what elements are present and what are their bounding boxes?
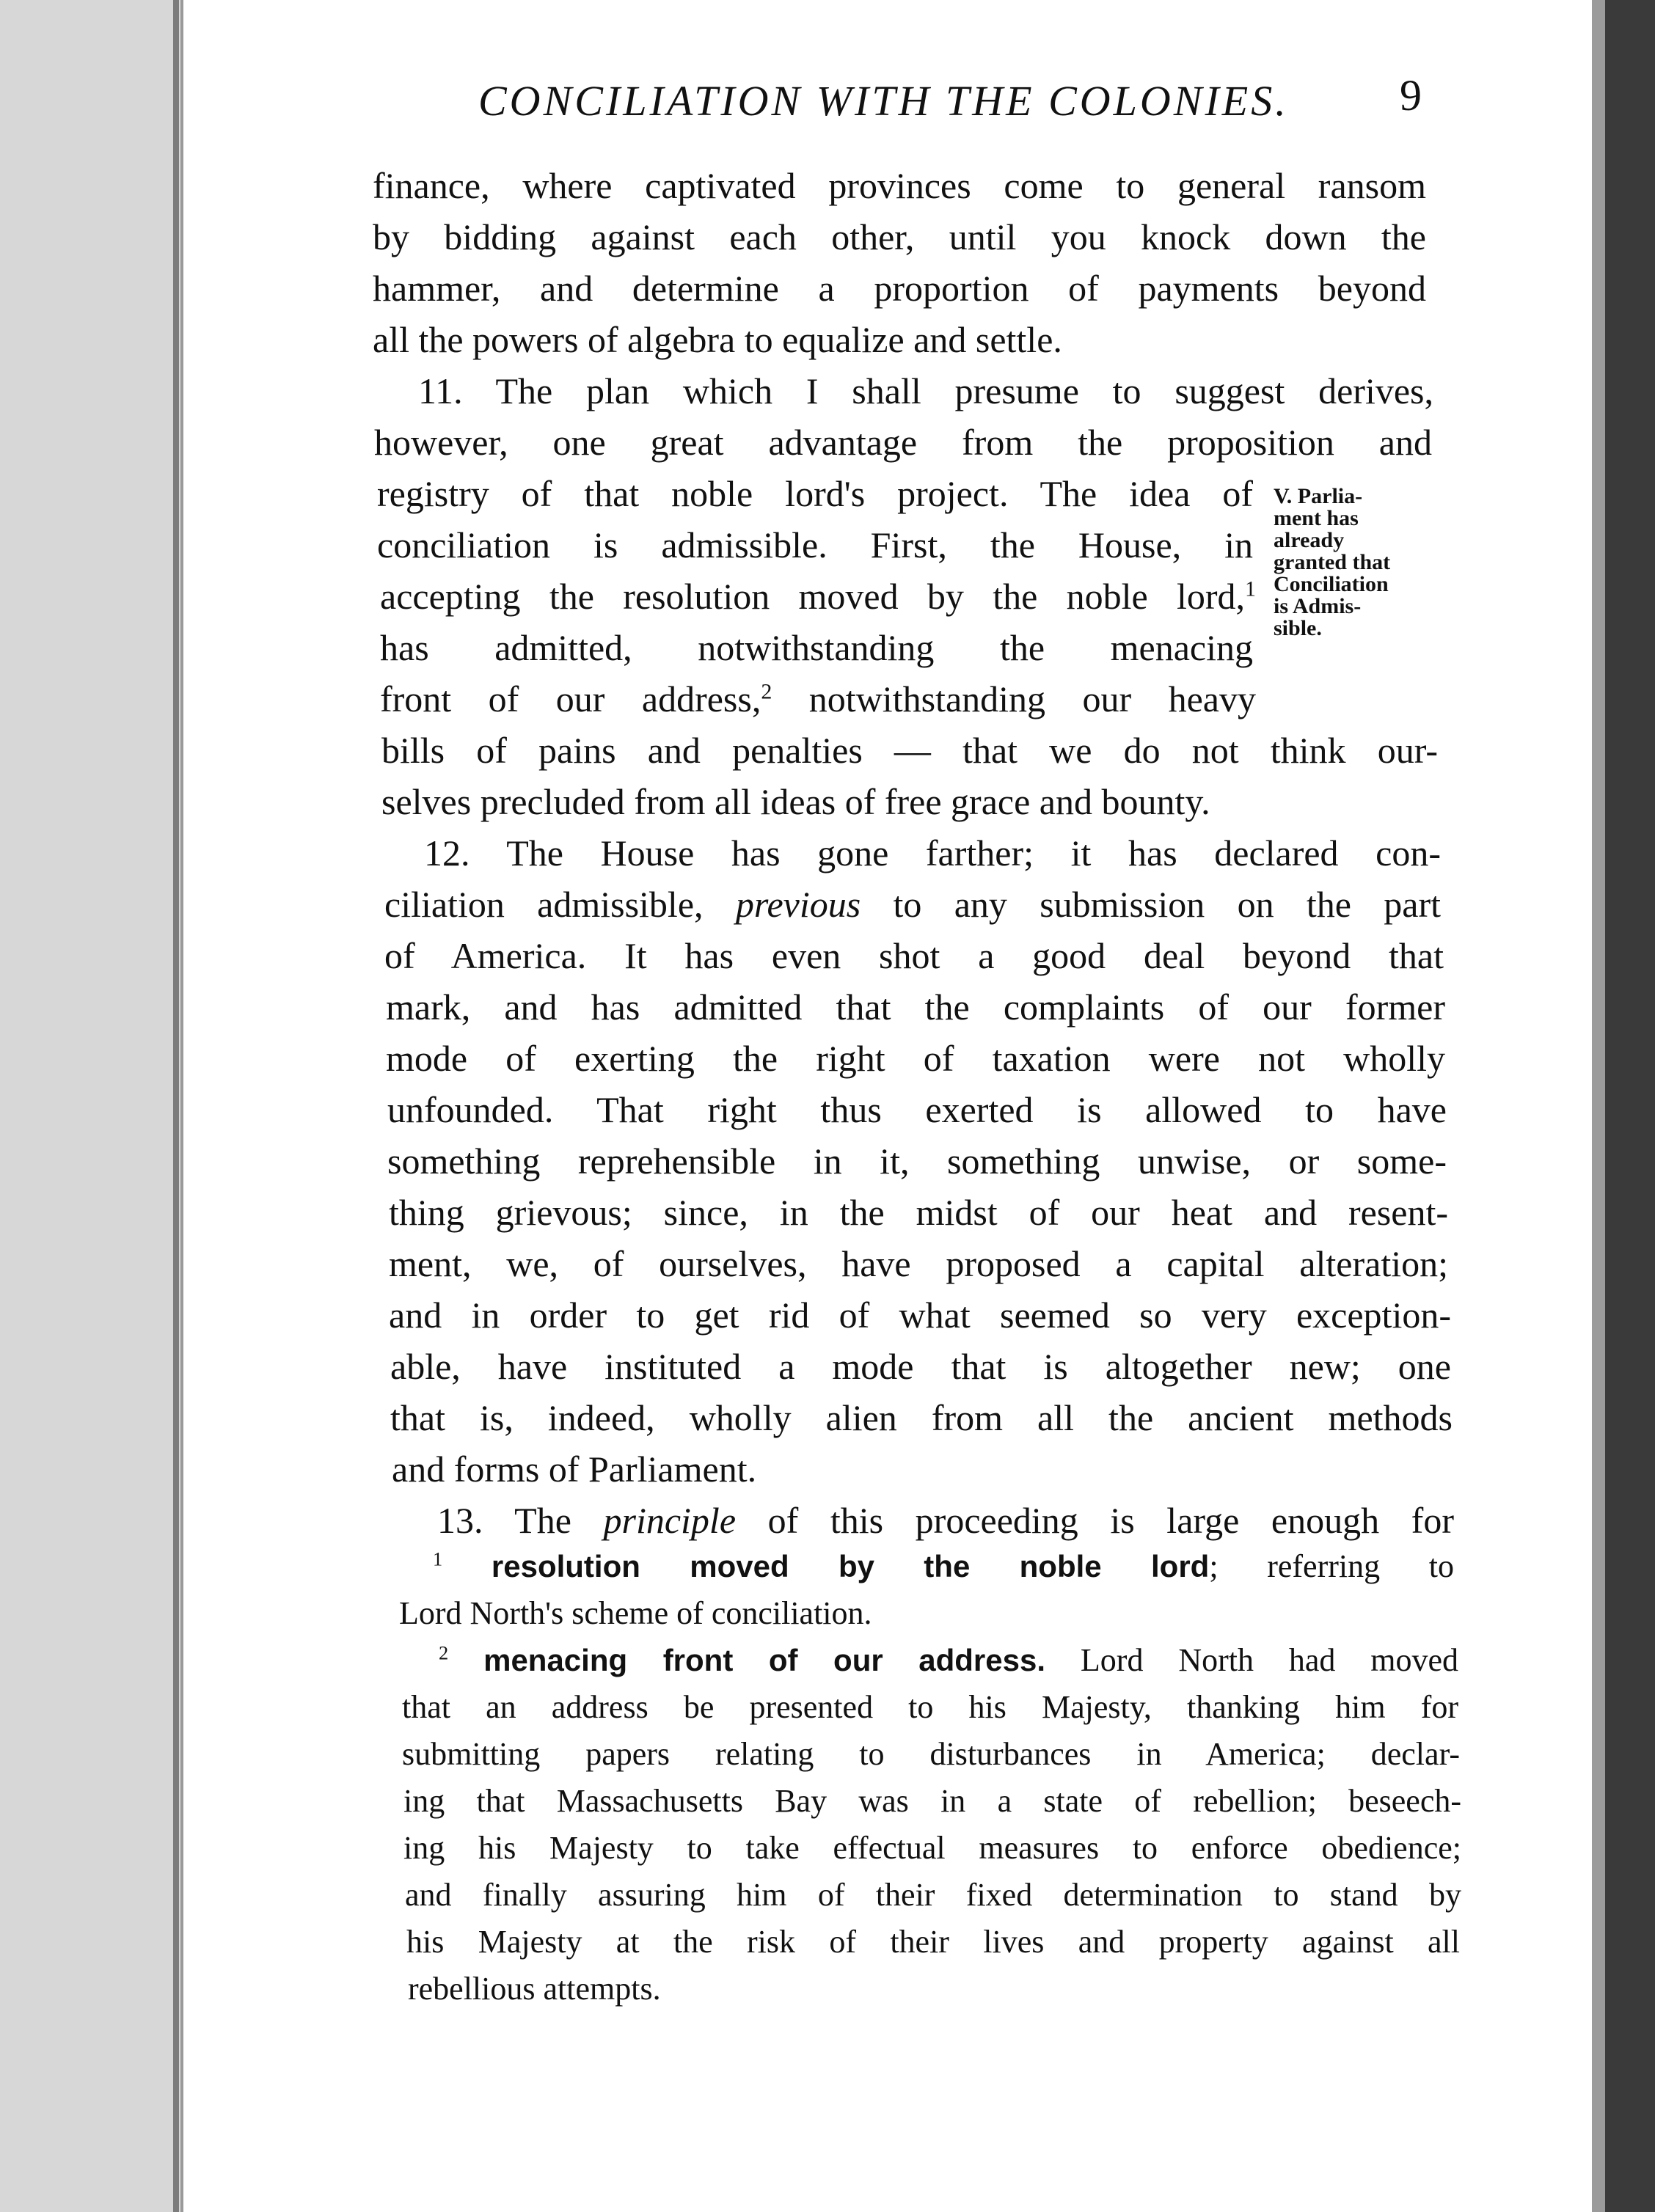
footnote-line: ing his Majesty to take effectual measures to enforce obedience;: [403, 1830, 1461, 1866]
body-line: registry of that noble lord's project. The idea of: [377, 473, 1253, 514]
emphasis-principle: principle: [603, 1500, 737, 1541]
body-line: has admitted, notwithstanding the menacing: [380, 627, 1253, 668]
body-text: ciliation admissible,: [384, 884, 736, 925]
footnote-1: [433, 1548, 1454, 1586]
body-line: selves precluded from all ideas of free grace and bounty.: [381, 781, 1210, 822]
body-line: hammer, and determine a proportion of payments beyond: [373, 268, 1426, 309]
marginal-note-line: granted that: [1274, 550, 1391, 574]
right-page-edge: [1592, 0, 1655, 2212]
body-line: mark, and has admitted that the complaints of our former: [386, 986, 1445, 1028]
body-line: [380, 575, 1256, 618]
footnote-2: [439, 1641, 1458, 1680]
body-line: and in order to get rid of what seemed so very exception-: [389, 1294, 1451, 1336]
body-line: ment, we, of ourselves, have proposed a capital alteration;: [389, 1243, 1448, 1284]
body-line: mode of exerting the right of taxation were not wholly: [386, 1038, 1445, 1079]
body-line: and forms of Parliament.: [392, 1449, 757, 1490]
paragraph-12-start: 12. The House has gone farther; it has declared con-: [424, 832, 1441, 874]
marginal-note-line: Conciliation: [1274, 572, 1389, 596]
body-line: thing grievous; since, in the midst of our heat and resent-: [389, 1192, 1448, 1233]
running-title: CONCILIATION WITH THE COLONIES.: [478, 77, 1289, 125]
left-gutter: [0, 0, 183, 2212]
footnote-number: 1: [433, 1548, 443, 1570]
footnote-term: menacing front of our address.: [483, 1643, 1046, 1677]
body-line: bills of pains and penalties — that we do not think our-: [381, 730, 1438, 771]
body-text: of this proceeding is large enough for: [736, 1500, 1454, 1541]
marginal-note-line: already: [1274, 528, 1345, 552]
footnote-line: and finally assuring him of their fixed determination to stand by: [405, 1877, 1461, 1913]
footnote-line: ing that Massachusetts Bay was in a state of rebellion; beseech-: [403, 1783, 1461, 1819]
marginal-note: [1274, 486, 1413, 640]
body-line: all the powers of algebra to equalize and settle.: [373, 319, 1062, 360]
footnote-text: ; referring to: [1209, 1548, 1454, 1584]
body-line: conciliation is admissible. First, the House, in: [377, 524, 1253, 565]
body-text: front of our address,: [380, 678, 761, 719]
body-text: 13. The: [437, 1500, 604, 1541]
binding-edge: [173, 0, 179, 2212]
body-line: that is, indeed, wholly alien from all the ancient methods: [390, 1397, 1453, 1438]
footnote-ref-2: 2: [761, 679, 772, 704]
footnote-line: his Majesty at the risk of their lives and property against all: [406, 1924, 1460, 1960]
footnote-ref-1: 1: [1245, 576, 1256, 601]
body-line: [380, 678, 1256, 720]
body-line: [384, 883, 1441, 926]
footnote-line: Lord North's scheme of conciliation.: [399, 1595, 872, 1631]
body-text: accepting the resolution moved by the noble lord,: [380, 576, 1245, 617]
body-line: unfounded. That right thus exerted is allowed to have: [387, 1089, 1447, 1130]
footnote-number: 2: [439, 1641, 449, 1664]
body-line: something reprehensible in it, something unwise, or some-: [387, 1140, 1447, 1182]
page-number: 9: [1400, 71, 1422, 120]
body-line: able, have instituted a mode that is altogether new; one: [390, 1346, 1451, 1387]
footnote-term: resolution moved by the noble lord: [491, 1549, 1210, 1583]
body-line: finance, where captivated provinces come to general ransom: [373, 165, 1426, 206]
footnote-line: rebellious attempts.: [408, 1971, 661, 2007]
running-head: [293, 70, 1453, 129]
right-page-edge-inner: [1592, 0, 1605, 2212]
footnote-line: that an address be presented to his Majesty, thanking him for: [402, 1689, 1458, 1725]
marginal-note-line: ment has: [1274, 506, 1359, 530]
body-line: of America. It has even shot a good deal beyond that: [384, 935, 1444, 976]
body-line: however, one great advantage from the proposition and: [374, 422, 1432, 463]
marginal-note-line: is Admis-: [1274, 594, 1362, 618]
footnote-line: submitting papers relating to disturbances in America; declar-: [402, 1736, 1460, 1772]
marginal-note-line: sible.: [1274, 616, 1322, 640]
paragraph-13-start: [437, 1499, 1454, 1542]
body-line: by bidding against each other, until you knock down the: [373, 216, 1426, 257]
body-text: notwithstanding our heavy: [772, 678, 1256, 719]
paragraph-11-start: 11. The plan which I shall presume to suggest derives,: [418, 370, 1433, 411]
footnote-text: Lord North had moved: [1045, 1642, 1458, 1678]
emphasis-previous: previous: [735, 884, 861, 925]
marginal-note-line: V. Parlia-: [1274, 484, 1363, 508]
body-text: to any submission on the part: [861, 884, 1441, 925]
